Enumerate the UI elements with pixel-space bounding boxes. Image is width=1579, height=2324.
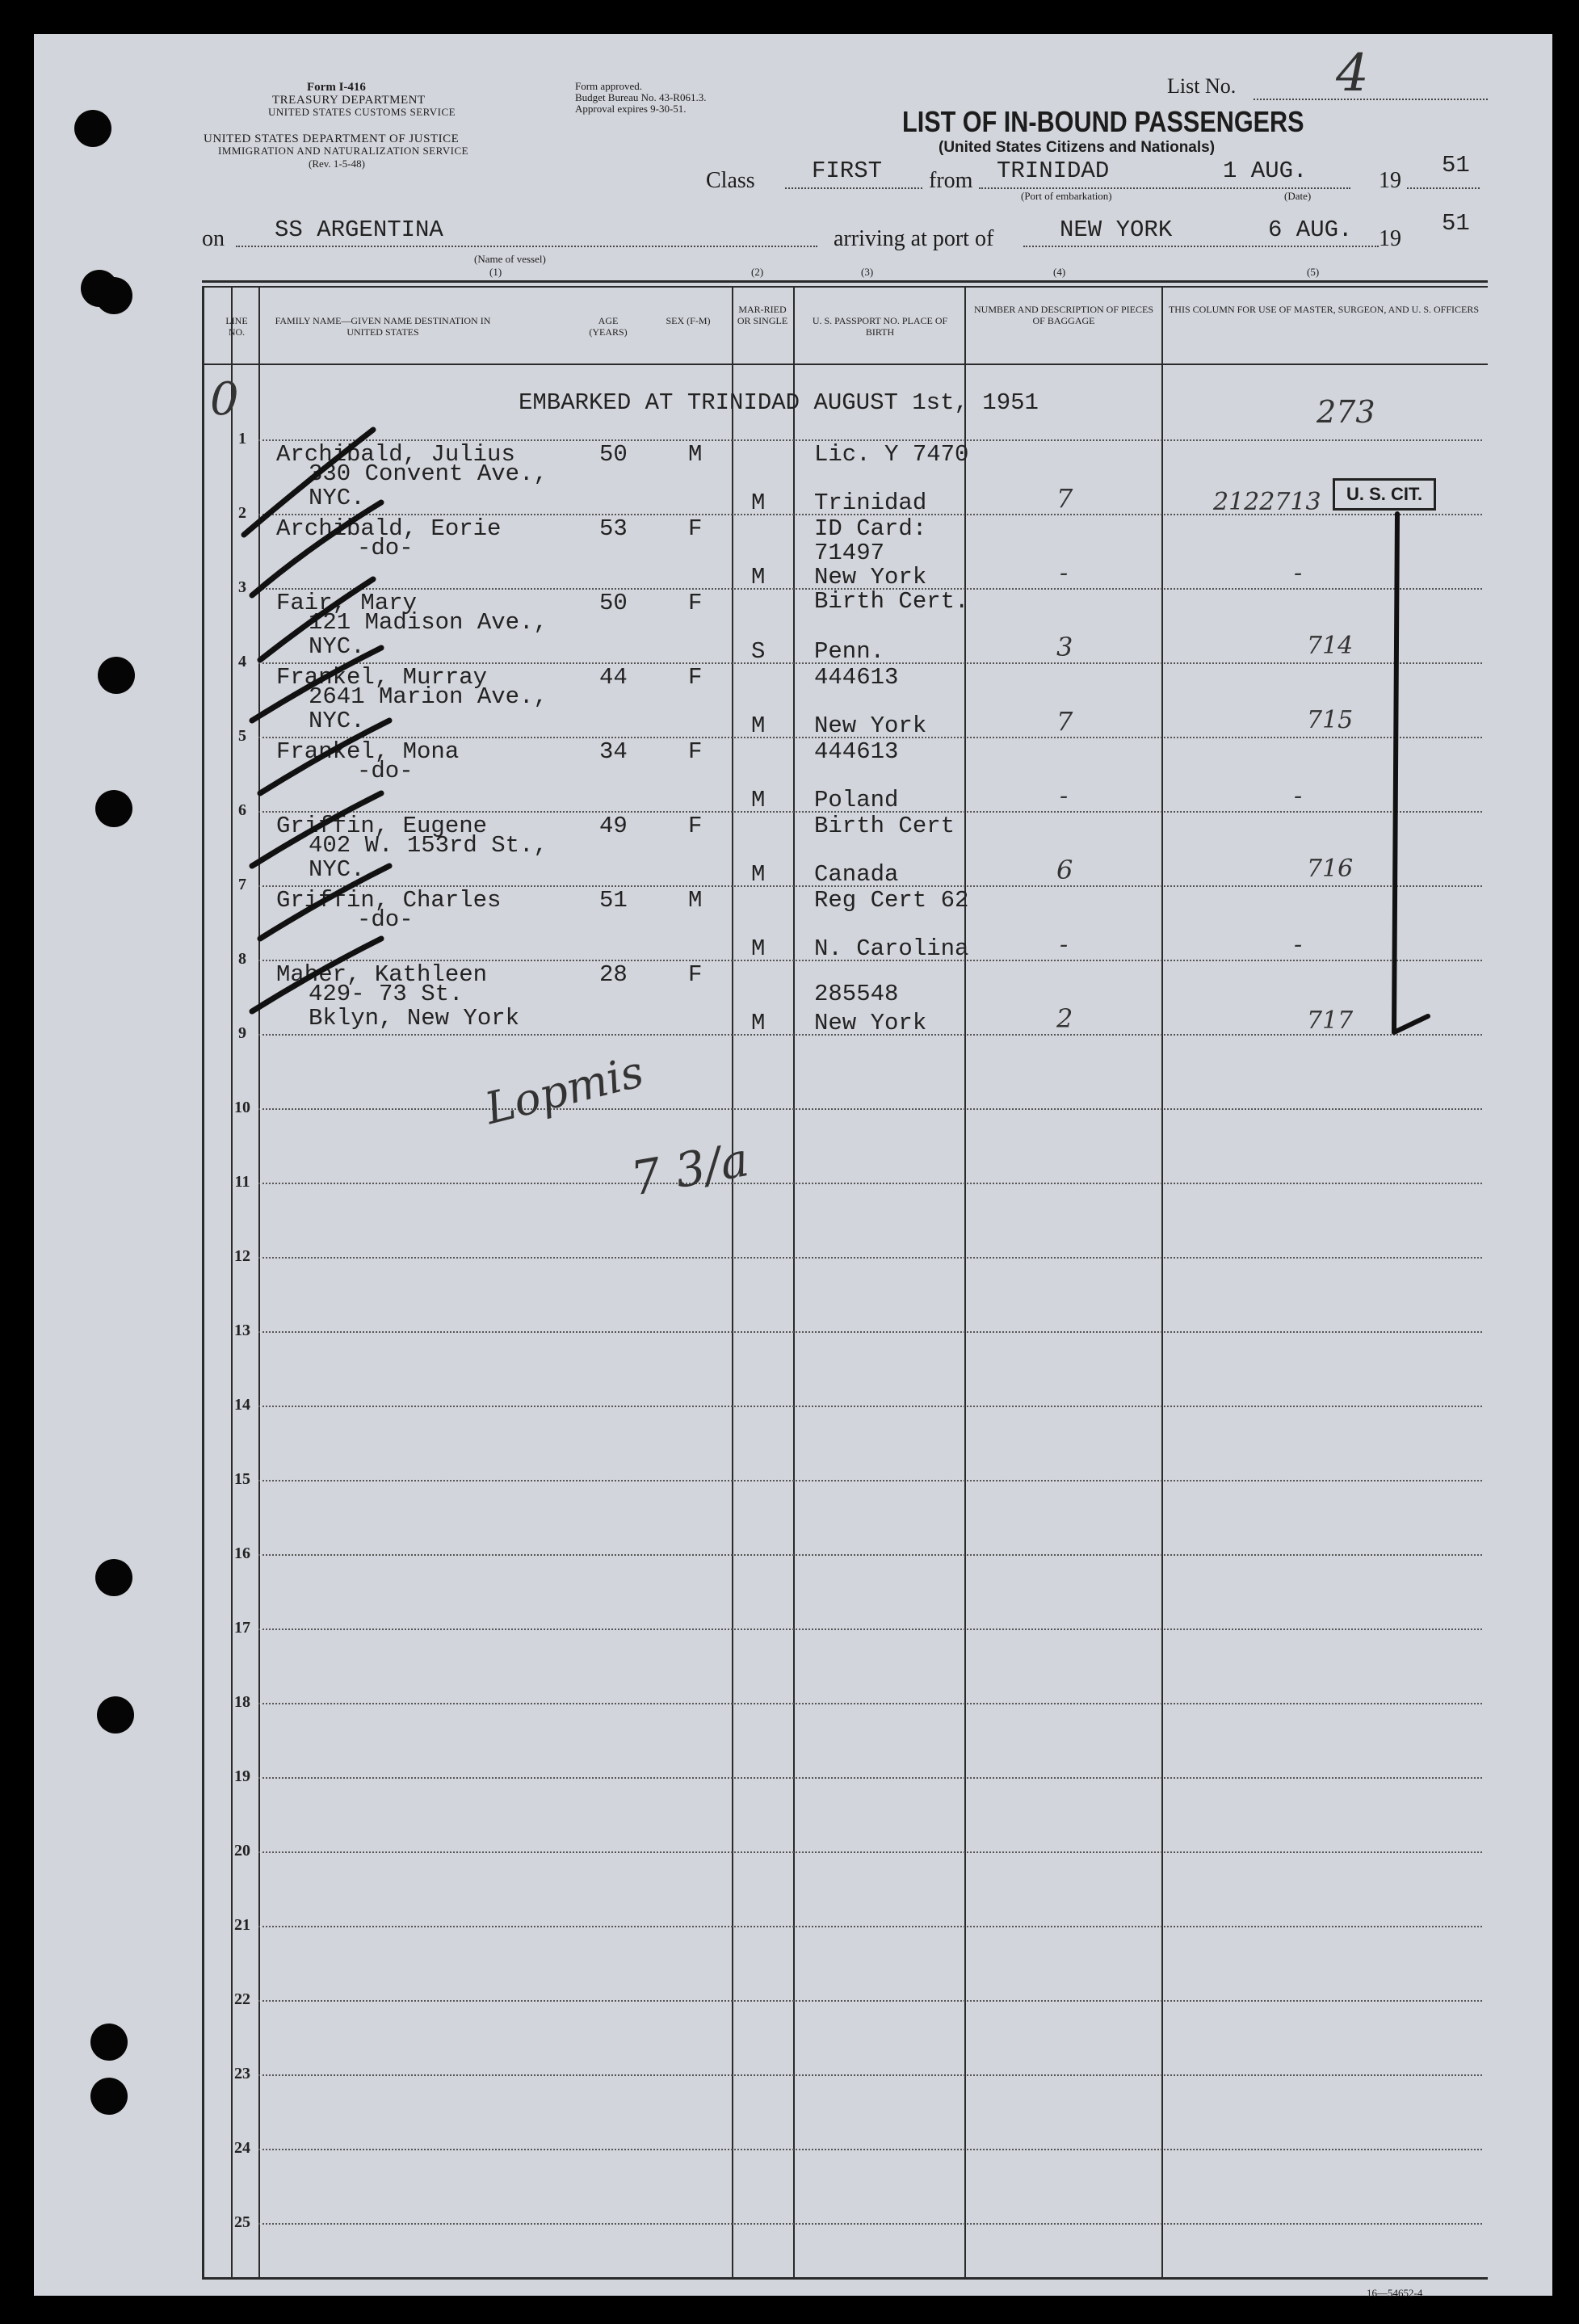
passenger-name: Fair, Mary [276,590,418,616]
passenger-address: -do- [357,535,414,561]
passenger-officer-note: 714 [1307,632,1354,660]
passenger-city: NYC. [309,485,365,511]
passenger-address: 2641 Marion Ave., [309,683,548,710]
passenger-officer-note: - [1294,931,1303,959]
col-num-1: (1) [489,266,502,278]
table-left-border [202,286,204,2280]
header-sex: SEX (F-M) [666,315,711,326]
passenger-city: Bklyn, New York [309,1005,520,1032]
row-line [258,2223,1482,2225]
vessel-underline [236,246,817,247]
row-line [258,2149,1482,2150]
line-number: 25 [234,2213,250,2231]
line-number: 22 [234,1990,250,2008]
passenger-age: 50 [599,590,628,616]
document-subtitle: (United States Citizens and Nationals) [939,139,1216,156]
immigration-service: IMMIGRATION AND NATURALIZATION SERVICE [218,145,469,157]
passenger-passport: 444613 [814,664,899,691]
binder-hole [95,1559,132,1596]
passenger-birthplace: Penn. [814,638,885,665]
line-number: 19 [234,1767,250,1785]
passenger-sex: F [688,664,703,691]
passenger-officer-note: - [1294,782,1303,810]
list-no-label: List No. [1167,74,1237,98]
row-line [258,1554,1482,1556]
header-age: AGE (YEARS) [589,315,628,338]
passenger-passport: 285548 [814,981,899,1007]
embarked-note: EMBARKED AT TRINIDAD AUGUST 1st, 1951 [519,389,1039,416]
binder-hole [90,2078,128,2115]
vessel-name: SS ARGENTINA [275,216,443,243]
departure-year-prefix: 19 [1379,168,1401,193]
passenger-age: 50 [599,441,628,468]
line-number: 11 [234,1173,250,1191]
handwritten-time: 7 3/a [627,1132,754,1207]
line-number: 5 [238,727,246,745]
col-num-3: (3) [861,266,874,278]
passenger-birthplace: New York [814,712,927,739]
passenger-baggage: - [1060,931,1069,959]
passenger-sex: F [688,738,703,765]
year-underline [1407,187,1480,189]
justice-department: UNITED STATES DEPARTMENT OF JUSTICE [204,132,460,145]
passenger-age: 51 [599,887,628,914]
line-number: 21 [234,1916,250,1934]
passenger-age: 49 [599,813,628,839]
class-underline [785,187,922,189]
arrival-port: NEW YORK [1060,216,1173,243]
check-marks [236,414,494,1076]
header-married: MAR-RIED OR SINGLE [737,304,788,326]
departure-year: 51 [1442,152,1470,179]
passenger-birthplace: Canada [814,861,899,888]
annotation-273: 273 [1317,394,1375,430]
passenger-passport: Lic. Y 7470 [814,441,969,468]
passenger-age: 34 [599,738,628,765]
arrival-date: 6 AUG. [1268,216,1353,243]
us-citizen-stamp: U. S. CIT. [1333,478,1436,511]
passenger-birthplace: N. Carolina [814,935,969,962]
passenger-officer-note: 717 [1307,1007,1354,1035]
line-number: 20 [234,1842,250,1860]
line-number: 2 [238,504,246,522]
passenger-name: Frankel, Mona [276,738,460,765]
line-number: 16 [234,1544,250,1562]
line-number: 24 [234,2139,250,2157]
passenger-marital: M [751,1010,766,1036]
passenger-marital: M [751,787,766,813]
line-number: 17 [234,1619,250,1637]
passenger-passport: 444613 [814,738,899,765]
passenger-city: NYC. [309,633,365,660]
passenger-age: 28 [599,961,628,988]
line-number: 18 [234,1693,250,1711]
from-value: TRINIDAD [997,158,1110,184]
passenger-baggage: 7 [1056,706,1073,737]
customs-service: UNITED STATES CUSTOMS SERVICE [268,106,456,118]
binder-hole [95,277,132,314]
passenger-baggage: - [1060,559,1069,587]
class-label: Class [706,168,755,193]
passenger-address: -do- [357,906,414,933]
header-officers: THIS COLUMN FOR USE OF MASTER, SURGEON, AND U. S. OFFICERS [1168,304,1480,315]
list-no-underline [1254,99,1488,100]
passenger-baggage: - [1060,782,1069,810]
table-top-border [202,280,1488,283]
passenger-passport: ID Card: 71497 [814,515,927,566]
row-line [258,1628,1482,1630]
row-line [258,2000,1482,2002]
passenger-sex: M [688,441,703,468]
treasury-department: TREASURY DEPARTMENT [272,94,426,107]
row-line [258,1108,1482,1110]
row-line [258,1777,1482,1779]
passenger-baggage: 2 [1056,1003,1073,1034]
passenger-baggage: 3 [1056,632,1073,662]
line-number: 6 [238,801,246,819]
arrival-underline [1023,246,1379,247]
line-number: 1 [238,430,246,448]
passenger-baggage: 6 [1056,855,1073,885]
passenger-name: Archibald, Eorie [276,515,502,542]
passenger-sex: M [688,887,703,914]
col-num-2: (2) [751,266,764,278]
binder-hole [74,110,111,147]
row-line [258,1851,1482,1853]
vessel-label: (Name of vessel) [474,253,546,265]
date-label: (Date) [1284,190,1312,202]
arrival-year-prefix: 19 [1379,226,1401,251]
passenger-marital: M [751,935,766,962]
passenger-address: 402 W. 153rd St., [309,832,548,859]
header-passport: U. S. PASSPORT NO. PLACE OF BIRTH [812,315,948,338]
passenger-marital: M [751,861,766,888]
list-no-value: 4 [1336,44,1369,103]
passenger-sex: F [688,813,703,839]
arrival-year: 51 [1442,210,1470,237]
line-number: 4 [238,653,246,670]
bracket-mark [1359,511,1455,1076]
binder-hole [97,1696,134,1734]
passenger-officer-note: - [1294,559,1303,587]
footer-print-code: 16—54652-4 [1367,2287,1423,2299]
col-divider-officers [1161,286,1163,2280]
passenger-city: NYC. [309,856,365,883]
line-number: 7 [238,876,246,893]
passenger-address: 429- 73 St. [309,981,464,1007]
passenger-birthplace: New York [814,1010,927,1036]
line-number: 15 [234,1470,250,1488]
row-line [258,1257,1482,1259]
passenger-passport: Birth Cert [814,813,955,839]
passenger-name: Archibald, Julius [276,441,515,468]
col-divider-passport [793,286,795,2280]
line-number: 8 [238,950,246,968]
passenger-name: Maher, Kathleen [276,961,488,988]
class-value: FIRST [812,158,883,184]
binder-hole [90,2024,128,2061]
passenger-sex: F [688,515,703,542]
budget-bureau: Budget Bureau No. 43-R061.3. [575,91,707,103]
handwritten-signature: Lopmis [480,1045,649,1135]
table-top-border-2 [202,286,1488,288]
row-line [258,1926,1482,1927]
from-label: from [929,168,973,193]
passenger-marital: S [751,638,766,665]
handwritten-zero: 0 [210,373,239,426]
document-title: LIST OF IN-BOUND PASSENGERS [902,105,1304,138]
passenger-baggage: 7 [1056,483,1073,514]
line-number: 3 [238,578,246,596]
arriving-label: arriving at port of [834,226,994,251]
passenger-officer-note: 715 [1307,706,1354,734]
header-line-no: LINE NO. [225,315,248,338]
passenger-address: 330 Convent Ave., [309,460,548,487]
from-underline [979,187,1350,189]
passenger-birthplace: Trinidad [814,490,927,516]
row-line [258,1183,1482,1184]
col-num-5: (5) [1307,266,1320,278]
port-embarkation-label: (Port of embarkation) [1021,190,1112,202]
table-bottom-border [202,2277,1488,2280]
row-line [258,1703,1482,1704]
line-number: 9 [238,1024,246,1042]
passenger-sex: F [688,590,703,616]
passenger-marital: M [751,490,766,516]
passenger-city: NYC. [309,708,365,734]
passenger-age: 53 [599,515,628,542]
col-divider-married [732,286,733,2280]
line-number: 13 [234,1322,250,1339]
line-number: 12 [234,1247,250,1265]
manifest-sheet [34,34,1552,2299]
form-approved: Form approved. [575,80,643,92]
passenger-officer-note: 716 [1307,855,1354,883]
passenger-officer-note: 2122713 [1213,488,1321,516]
passenger-marital: M [751,564,766,590]
col-num-4: (4) [1053,266,1066,278]
header-name: FAMILY NAME—GIVEN NAME DESTINATION IN UNITED STATES [275,315,491,338]
passenger-address: 121 Madison Ave., [309,609,548,636]
on-label: on [202,226,225,251]
passenger-age: 44 [599,664,628,691]
approval-expires: Approval expires 9-30-51. [575,103,687,115]
row-line [258,1406,1482,1407]
passenger-birthplace: New York Birth Cert. [814,564,969,615]
line-number: 14 [234,1396,250,1414]
revision-date: (Rev. 1-5-48) [309,158,365,170]
header-row-border [202,364,1488,365]
passenger-name: Griffin, Charles [276,887,502,914]
passenger-marital: M [751,712,766,739]
line-number: 10 [234,1099,250,1116]
binder-hole [98,657,135,694]
passenger-address: -do- [357,758,414,784]
row-line [258,1480,1482,1481]
header-baggage: NUMBER AND DESCRIPTION OF PIECES OF BAGGAGE [973,304,1154,326]
binder-hole [95,790,132,827]
departure-date: 1 AUG. [1223,158,1308,184]
passenger-passport: Reg Cert 62 [814,887,969,914]
line-number: 23 [234,2065,250,2082]
passenger-name: Griffin, Eugene [276,813,488,839]
passenger-name: Frankel, Murray [276,664,488,691]
form-number: Form I-416 [307,81,366,94]
passenger-birthplace: Poland [814,787,899,813]
row-line [258,2074,1482,2076]
passenger-sex: F [688,961,703,988]
row-line [258,1331,1482,1333]
